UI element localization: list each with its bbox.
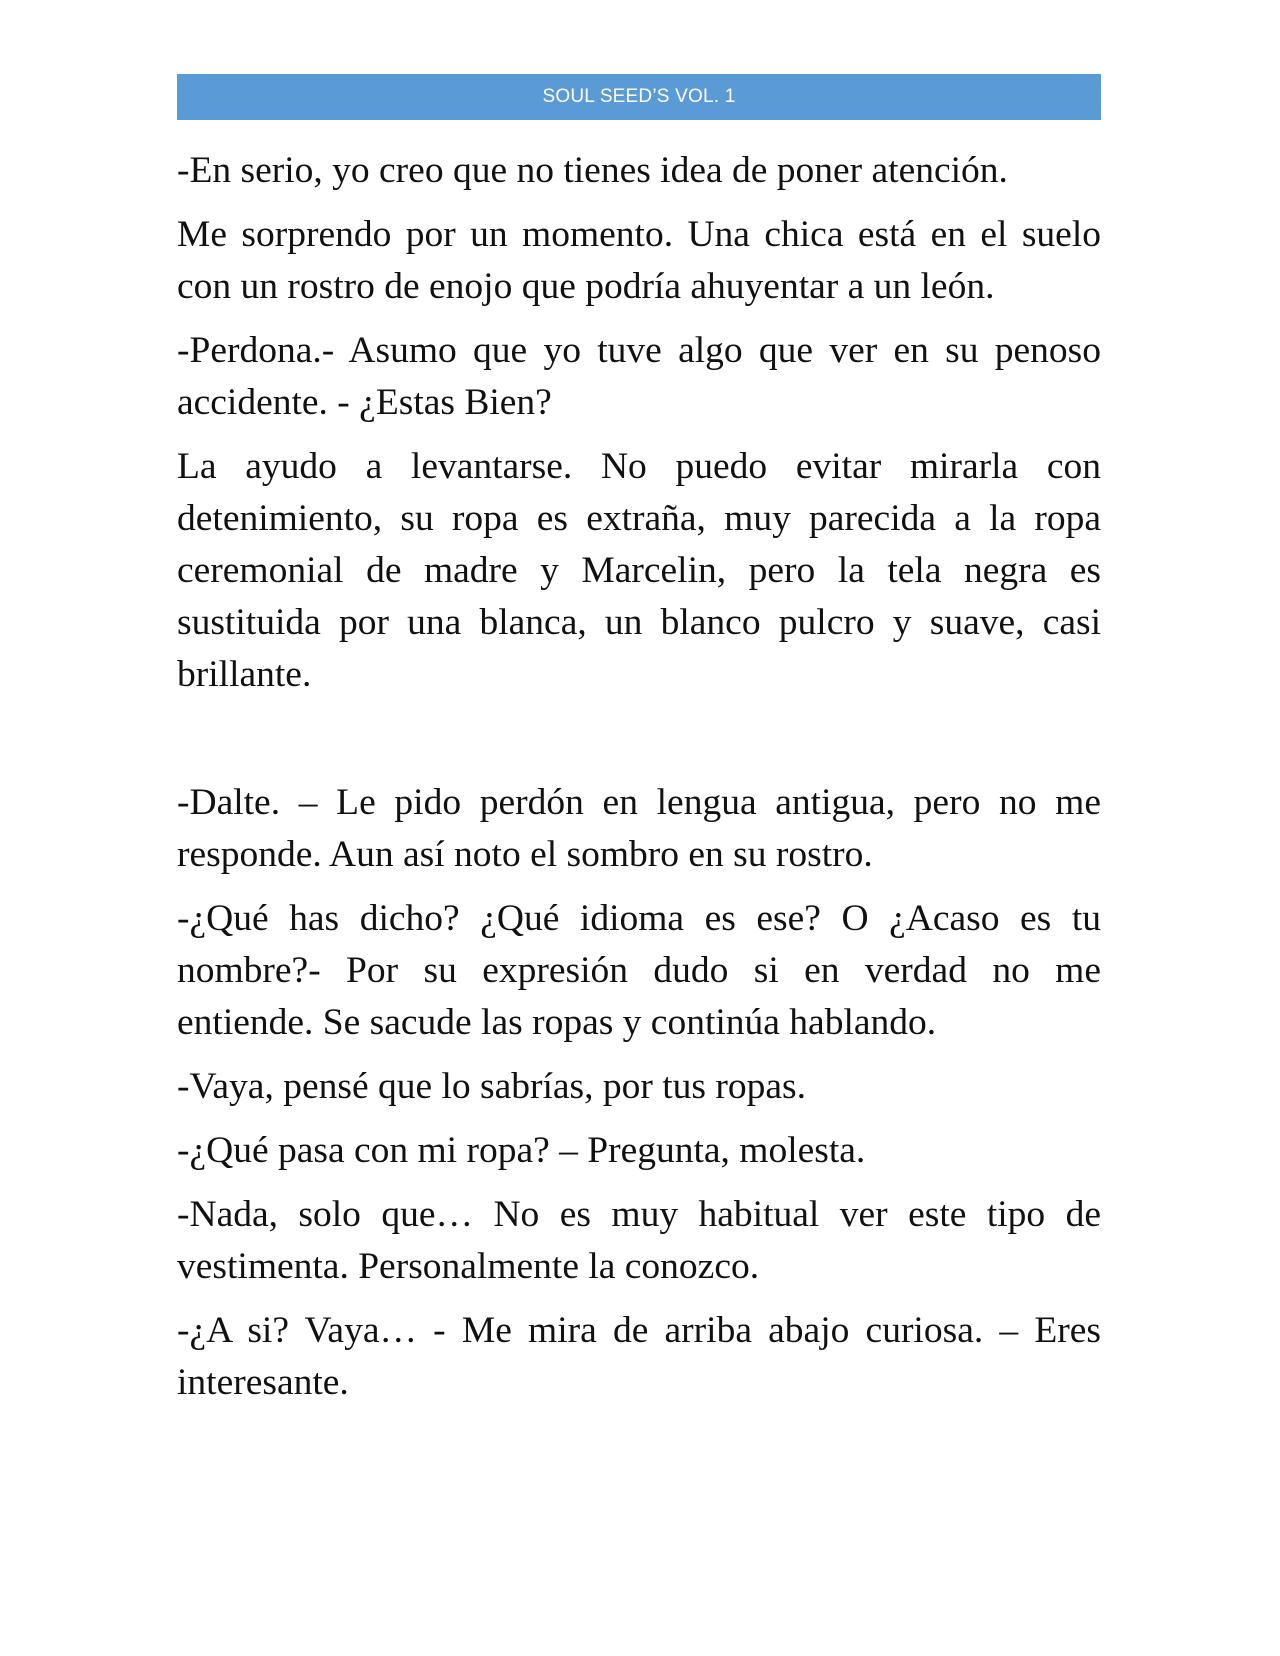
body-text <box>177 145 1101 1421</box>
paragraph: -En serio, yo creo que no tienes idea de poner atención. <box>177 150 1008 191</box>
paragraph: -Nada, solo que… No es muy habitual ver este tipo de vestimenta. Personalmente la conozco. <box>177 1194 1101 1287</box>
paragraph: -¿A si? Vaya… - Me mira de arriba abajo curiosa. – Eres interesante. <box>177 1310 1101 1403</box>
section-gap <box>177 713 1101 777</box>
paragraph: -Perdona.- Asumo que yo tuve algo que ver en su penoso accidente. - ¿Estas Bien? <box>177 330 1101 423</box>
header-title: SOUL SEED’S VOL. 1 <box>542 86 736 107</box>
paragraph: -¿Qué has dicho? ¿Qué idioma es ese? O ¿Acaso es tu nombre?- Por su expresión dudo si en verdad no me entiende. Se sacude las ropas y continúa hablando. <box>177 898 1101 1043</box>
paragraph: La ayudo a levantarse. No puedo evitar mirarla con detenimiento, su ropa es extraña, muy parecida a la ropa ceremonial de madre y Marcelin, pero la tela negra es sustituida por una blanca, un blanco pulcro y suave, casi brillante. <box>177 446 1101 695</box>
paragraph: -Dalte. – Le pido perdón en lengua antigua, pero no me responde. Aun así noto el sombro en su rostro. <box>177 782 1101 875</box>
paragraph: -¿Qué pasa con mi ropa? – Pregunta, molesta. <box>177 1130 866 1171</box>
paragraph: Me sorprendo por un momento. Una chica está en el suelo con un rostro de enojo que podría ahuyentar a un león. <box>177 214 1101 307</box>
paragraph: -Vaya, pensé que lo sabrías, por tus ropas. <box>177 1066 807 1107</box>
running-header <box>177 74 1101 120</box>
